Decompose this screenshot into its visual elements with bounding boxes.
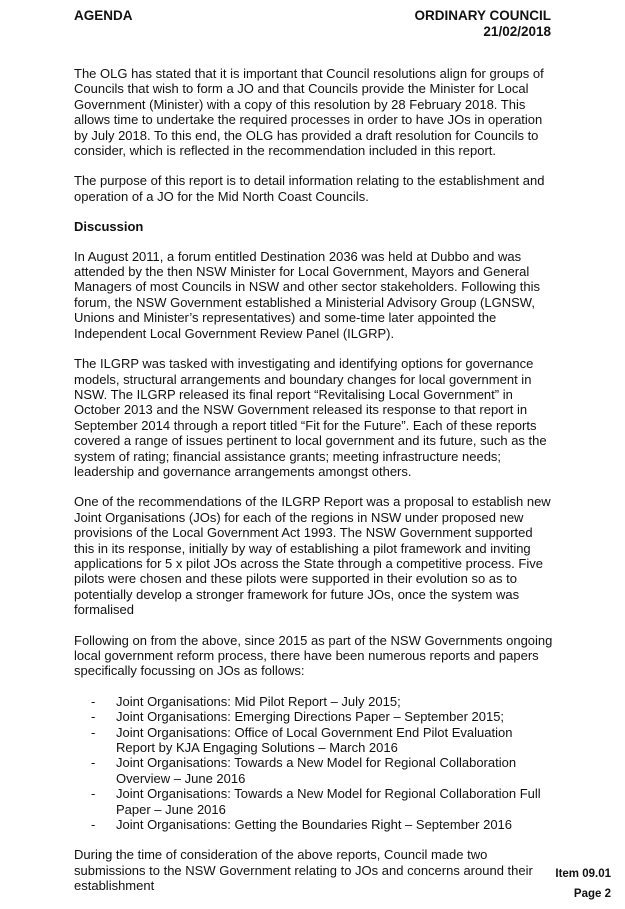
bullet-dash: -	[91, 693, 96, 709]
paragraph-destination-2036: In August 2011, a forum entitled Destination 2036 was held at Dubbo and was attended by the then NSW Minister for Local Government, Mayors and General Managers of most Councils in NSW and other sector stakeholders. Following this forum, the NSW Government established a Ministerial Advisory Group (LGNSW, Unions and Minister’s representatives) and some-time later appointed the Independent Local Government Review Panel (ILGRP).	[74, 248, 541, 341]
page-footer	[555, 864, 611, 904]
agenda-label: AGENDA	[74, 8, 133, 23]
paragraph-olg-statement: The OLG has stated that it is important that Council resolutions align for groups of Councils that wish to form a JO and that Councils provide the Minister for Local Government (Minister) with a copy of this resolution by 28 February 2018. This allows time to undertake the required processes in order to have JOs in operation by July 2018. To this end, the OLG has provided a draft resolution for Councils to consider, which is reflected in the recommendation included in this report.	[74, 66, 544, 159]
meeting-date: 21/02/2018	[483, 24, 551, 39]
paragraph-reports-intro: Following on from the above, since 2015 as part of the NSW Governments ongoing local government reform process, there have been numerous reports and papers specifically focussing on JOs as follows:	[74, 632, 553, 679]
list-item	[74, 694, 554, 709]
bullet-dash: -	[91, 724, 96, 740]
meeting-type: ORDINARY COUNCIL	[414, 8, 551, 23]
list-item	[74, 725, 554, 756]
list-item-text: Joint Organisations: Towards a New Model for Regional Collaboration Full Paper – June 2016	[116, 786, 541, 817]
paragraph-submissions: During the time of consideration of the above reports, Council made two submissions to the NSW Government relating to JOs and concerns around their establishment	[74, 847, 533, 894]
page-number: Page 2	[573, 888, 611, 900]
page-header	[74, 8, 551, 48]
list-item	[74, 755, 554, 786]
meeting-info	[414, 8, 551, 40]
paragraph-ilgrp-recommendation: One of the recommendations of the ILGRP Report was a proposal to establish new Joint Organisations (JOs) for each of the regions in NSW under proposed new provisions of the Local Government Act 1993. The NSW Government supported this in its response, initially by way of establishing a pilot framework and inviting applications for 5 x pilot JOs across the State through a competitive process. Five pilots were chosen and these pilots were supported in their evolution so as to potentially develop a stronger framework for future JOs, once the system was formalised	[74, 494, 551, 618]
document-body	[74, 66, 554, 909]
list-item-text: Joint Organisations: Office of Local Government End Pilot Evaluation Report by KJA Engaging Solutions – March 2016	[116, 724, 513, 756]
bullet-dash: -	[91, 786, 96, 802]
list-item-text: Joint Organisations: Getting the Boundaries Right – September 2016	[116, 817, 513, 833]
list-item	[74, 709, 554, 724]
paragraph-purpose: The purpose of this report is to detail information relating to the establishment and operation of a JO for the Mid North Coast Councils.	[74, 173, 545, 204]
discussion-heading: Discussion	[74, 219, 144, 235]
reports-list	[74, 694, 554, 833]
item-number: Item 09.01	[555, 868, 611, 880]
list-item	[74, 786, 554, 817]
list-item-text: Joint Organisations: Towards a New Model for Regional Collaboration Overview – June 2016	[116, 755, 517, 786]
list-item	[74, 817, 554, 832]
paragraph-ilgrp-task: The ILGRP was tasked with investigating and identifying options for governance models, structural arrangements and boundary changes for local government in NSW. The ILGRP released its final report “Revitalising Local Government” in October 2013 and the NSW Government released its response to that report in September 2014 through a report titled “Fit for the Future”. Each of these reports covered a range of issues pertinent to local government and its future, such as the system of rating; financial assistance grants; meeting infrastructure needs; leadership and governance arrangements amongst others.	[74, 356, 547, 479]
list-item-text: Joint Organisations: Emerging Directions Paper – September 2015;	[116, 709, 505, 725]
bullet-dash: -	[91, 709, 96, 725]
bullet-dash: -	[91, 817, 96, 833]
bullet-dash: -	[91, 755, 96, 771]
list-item-text: Joint Organisations: Mid Pilot Report – July 2015;	[116, 693, 401, 709]
